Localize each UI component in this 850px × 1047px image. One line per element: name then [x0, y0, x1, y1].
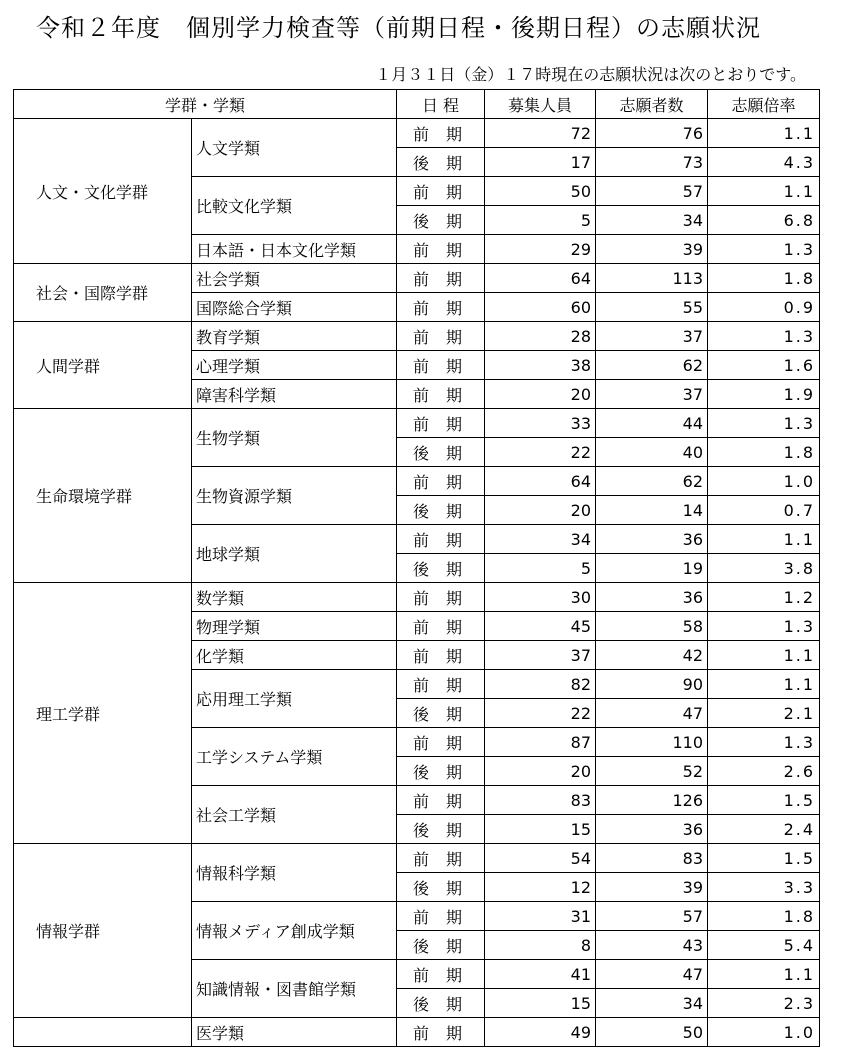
- schedule-cell: 前 期: [397, 525, 485, 554]
- schedule-cell: 後 期: [397, 815, 485, 844]
- schedule-cell: 後 期: [397, 757, 485, 786]
- subject-name-cell: 化学類: [192, 641, 397, 670]
- subject-name-cell: 国際総合学類: [192, 293, 397, 322]
- ratio-cell: 1.1: [708, 525, 820, 554]
- schedule-cell: 前 期: [397, 641, 485, 670]
- capacity-cell: 30: [485, 583, 596, 612]
- capacity-cell: 5: [485, 554, 596, 583]
- table-row: [14, 119, 820, 148]
- capacity-cell: 50: [485, 177, 596, 206]
- ratio-cell: 1.8: [708, 438, 820, 467]
- applicants-cell: 36: [596, 525, 708, 554]
- capacity-cell: 38: [485, 351, 596, 380]
- applicants-cell: 36: [596, 583, 708, 612]
- applicants-cell: 83: [596, 844, 708, 873]
- group-name-cell: 生命環境学群: [14, 409, 192, 583]
- ratio-cell: 4.3: [708, 148, 820, 177]
- subject-name-cell: 生物学類: [192, 409, 397, 467]
- schedule-cell: 後 期: [397, 931, 485, 960]
- capacity-cell: 20: [485, 496, 596, 525]
- subject-name-cell: 日本語・日本文化学類: [192, 235, 397, 264]
- ratio-cell: 1.8: [708, 902, 820, 931]
- schedule-cell: 後 期: [397, 873, 485, 902]
- schedule-cell: 前 期: [397, 670, 485, 699]
- applicants-cell: 110: [596, 728, 708, 757]
- capacity-cell: 28: [485, 322, 596, 351]
- capacity-cell: 72: [485, 119, 596, 148]
- schedule-cell: 前 期: [397, 1018, 485, 1047]
- ratio-cell: 3.8: [708, 554, 820, 583]
- ratio-cell: 1.0: [708, 467, 820, 496]
- ratio-cell: 2.6: [708, 757, 820, 786]
- applicants-cell: 40: [596, 438, 708, 467]
- subject-name-cell: 教育学類: [192, 322, 397, 351]
- table-row: [14, 264, 820, 293]
- schedule-cell: 前 期: [397, 612, 485, 641]
- applicants-cell: 62: [596, 351, 708, 380]
- applicants-cell: 39: [596, 235, 708, 264]
- applicants-cell: 47: [596, 699, 708, 728]
- schedule-cell: 前 期: [397, 844, 485, 873]
- table-row: [14, 583, 820, 612]
- ratio-cell: 1.5: [708, 786, 820, 815]
- applicants-cell: 39: [596, 873, 708, 902]
- applicants-cell: 52: [596, 757, 708, 786]
- header-capacity: 募集人員: [485, 90, 596, 119]
- subject-name-cell: 応用理工学類: [192, 670, 397, 728]
- applicants-cell: 57: [596, 902, 708, 931]
- schedule-cell: 後 期: [397, 554, 485, 583]
- capacity-cell: 5: [485, 206, 596, 235]
- subject-name-cell: 社会工学類: [192, 786, 397, 844]
- subject-name-cell: 知識情報・図書館学類: [192, 960, 397, 1018]
- header-group: 学群・学類: [14, 90, 397, 119]
- capacity-cell: 87: [485, 728, 596, 757]
- status-note: １月３１日（金）１７時現在の志願状況は次のとおりです。: [375, 65, 806, 84]
- ratio-cell: 0.7: [708, 496, 820, 525]
- header-applicants: 志願者数: [596, 90, 708, 119]
- applicants-cell: 34: [596, 989, 708, 1018]
- subject-name-cell: 情報メディア創成学類: [192, 902, 397, 960]
- capacity-cell: 82: [485, 670, 596, 699]
- applicants-cell: 62: [596, 467, 708, 496]
- schedule-cell: 後 期: [397, 699, 485, 728]
- applicants-cell: 50: [596, 1018, 708, 1047]
- schedule-cell: 後 期: [397, 438, 485, 467]
- schedule-cell: 前 期: [397, 264, 485, 293]
- capacity-cell: 64: [485, 467, 596, 496]
- applicants-cell: 34: [596, 206, 708, 235]
- ratio-cell: 2.1: [708, 699, 820, 728]
- schedule-cell: 前 期: [397, 119, 485, 148]
- ratio-cell: 1.0: [708, 1018, 820, 1047]
- group-name-cell: [14, 1018, 192, 1047]
- ratio-cell: 1.1: [708, 119, 820, 148]
- page-title: 令和２年度 個別学力検査等（前期日程・後期日程）の志願状況: [36, 14, 761, 42]
- capacity-cell: 20: [485, 380, 596, 409]
- schedule-cell: 前 期: [397, 409, 485, 438]
- group-name-cell: 人間学群: [14, 322, 192, 409]
- ratio-cell: 1.3: [708, 235, 820, 264]
- applicants-cell: 90: [596, 670, 708, 699]
- schedule-cell: 前 期: [397, 467, 485, 496]
- applicants-cell: 14: [596, 496, 708, 525]
- group-name-cell: 情報学群: [14, 844, 192, 1018]
- ratio-cell: 3.3: [708, 873, 820, 902]
- applicants-cell: 19: [596, 554, 708, 583]
- ratio-cell: 1.1: [708, 960, 820, 989]
- subject-name-cell: 医学類: [192, 1018, 397, 1047]
- ratio-cell: 6.8: [708, 206, 820, 235]
- ratio-cell: 1.3: [708, 409, 820, 438]
- applicants-cell: 47: [596, 960, 708, 989]
- subject-name-cell: 社会学類: [192, 264, 397, 293]
- ratio-cell: 1.8: [708, 264, 820, 293]
- capacity-cell: 15: [485, 815, 596, 844]
- capacity-cell: 34: [485, 525, 596, 554]
- ratio-cell: 1.5: [708, 844, 820, 873]
- table-header-row: [14, 90, 820, 119]
- schedule-cell: 前 期: [397, 177, 485, 206]
- table-row: [14, 409, 820, 438]
- group-name-cell: 理工学群: [14, 583, 192, 844]
- table-row: [14, 322, 820, 351]
- capacity-cell: 29: [485, 235, 596, 264]
- applicants-cell: 57: [596, 177, 708, 206]
- capacity-cell: 83: [485, 786, 596, 815]
- schedule-cell: 後 期: [397, 989, 485, 1018]
- schedule-cell: 前 期: [397, 728, 485, 757]
- ratio-cell: 5.4: [708, 931, 820, 960]
- header-schedule: 日 程: [397, 90, 485, 119]
- ratio-cell: 1.2: [708, 583, 820, 612]
- subject-name-cell: 地球学類: [192, 525, 397, 583]
- group-name-cell: 社会・国際学群: [14, 264, 192, 322]
- capacity-cell: 8: [485, 931, 596, 960]
- ratio-cell: 1.9: [708, 380, 820, 409]
- applicants-cell: 42: [596, 641, 708, 670]
- applicants-cell: 36: [596, 815, 708, 844]
- ratio-cell: 2.3: [708, 989, 820, 1018]
- table-row: [14, 1018, 820, 1047]
- table-body: [14, 119, 820, 1047]
- schedule-cell: 前 期: [397, 902, 485, 931]
- schedule-cell: 後 期: [397, 496, 485, 525]
- ratio-cell: 1.1: [708, 641, 820, 670]
- ratio-cell: 1.6: [708, 351, 820, 380]
- group-name-cell: 人文・文化学群: [14, 119, 192, 264]
- applicants-cell: 44: [596, 409, 708, 438]
- applicants-cell: 76: [596, 119, 708, 148]
- capacity-cell: 22: [485, 699, 596, 728]
- capacity-cell: 31: [485, 902, 596, 931]
- capacity-cell: 15: [485, 989, 596, 1018]
- header-ratio: 志願倍率: [708, 90, 820, 119]
- ratio-cell: 1.1: [708, 177, 820, 206]
- applicants-cell: 73: [596, 148, 708, 177]
- capacity-cell: 49: [485, 1018, 596, 1047]
- schedule-cell: 前 期: [397, 322, 485, 351]
- schedule-cell: 前 期: [397, 786, 485, 815]
- subject-name-cell: 物理学類: [192, 612, 397, 641]
- ratio-cell: 1.3: [708, 322, 820, 351]
- subject-name-cell: 障害科学類: [192, 380, 397, 409]
- capacity-cell: 17: [485, 148, 596, 177]
- applicants-cell: 37: [596, 322, 708, 351]
- schedule-cell: 前 期: [397, 960, 485, 989]
- capacity-cell: 64: [485, 264, 596, 293]
- schedule-cell: 前 期: [397, 293, 485, 322]
- table-row: [14, 844, 820, 873]
- capacity-cell: 33: [485, 409, 596, 438]
- schedule-cell: 前 期: [397, 235, 485, 264]
- applicants-cell: 58: [596, 612, 708, 641]
- applicants-cell: 126: [596, 786, 708, 815]
- applications-table: [13, 89, 820, 1047]
- capacity-cell: 12: [485, 873, 596, 902]
- subject-name-cell: 心理学類: [192, 351, 397, 380]
- capacity-cell: 45: [485, 612, 596, 641]
- applicants-cell: 37: [596, 380, 708, 409]
- schedule-cell: 後 期: [397, 206, 485, 235]
- subject-name-cell: 比較文化学類: [192, 177, 397, 235]
- schedule-cell: 前 期: [397, 351, 485, 380]
- applicants-cell: 113: [596, 264, 708, 293]
- applicants-cell: 43: [596, 931, 708, 960]
- subject-name-cell: 人文学類: [192, 119, 397, 177]
- ratio-cell: 1.3: [708, 612, 820, 641]
- capacity-cell: 41: [485, 960, 596, 989]
- subject-name-cell: 情報科学類: [192, 844, 397, 902]
- capacity-cell: 20: [485, 757, 596, 786]
- applicants-cell: 55: [596, 293, 708, 322]
- ratio-cell: 1.3: [708, 728, 820, 757]
- capacity-cell: 54: [485, 844, 596, 873]
- ratio-cell: 1.1: [708, 670, 820, 699]
- capacity-cell: 60: [485, 293, 596, 322]
- capacity-cell: 22: [485, 438, 596, 467]
- subject-name-cell: 数学類: [192, 583, 397, 612]
- schedule-cell: 前 期: [397, 380, 485, 409]
- subject-name-cell: 工学システム学類: [192, 728, 397, 786]
- ratio-cell: 0.9: [708, 293, 820, 322]
- schedule-cell: 後 期: [397, 148, 485, 177]
- subject-name-cell: 生物資源学類: [192, 467, 397, 525]
- capacity-cell: 37: [485, 641, 596, 670]
- schedule-cell: 前 期: [397, 583, 485, 612]
- ratio-cell: 2.4: [708, 815, 820, 844]
